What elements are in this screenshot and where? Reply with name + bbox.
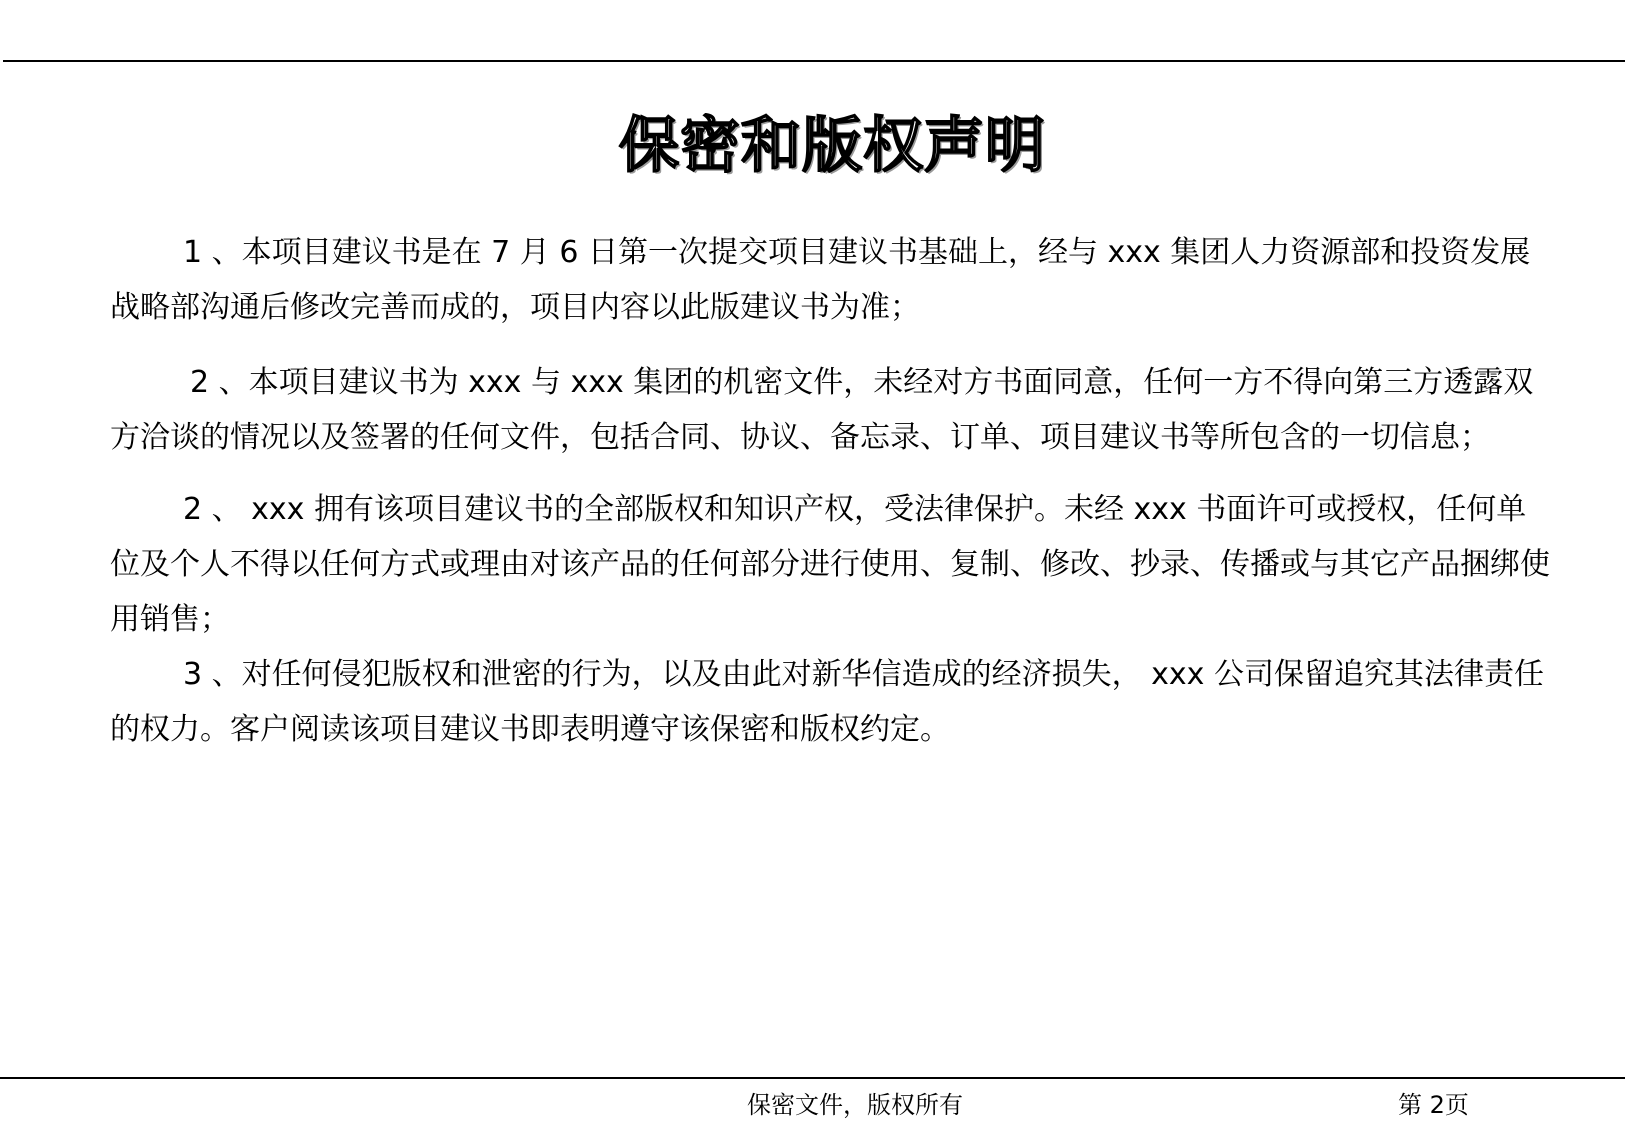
paragraph-2: 2 、本项目建议书为 xxx 与 xxx 集团的机密文件，未经对方书面同意，任何一方不得向第三方透露双方洽谈的情况以及签署的任何文件，包括合同、协议、备忘录、订单、项目建议书等所包含的一切信息；	[110, 365, 1534, 455]
paragraph-4: 3 、对任何侵犯版权和泄密的行为，以及由此对新华信造成的经济损失， xxx 公司保留追究其法律责任的权力。客户阅读该项目建议书即表明遵守该保密和版权约定。	[110, 657, 1544, 747]
header-rule	[3, 60, 1625, 62]
paragraph-1: 1 、本项目建议书是在 7 月 6 日第一次提交项目建议书基础上，经与 xxx 集团人力资源部和投资发展战略部沟通后修改完善而成的，项目内容以此版建议书为准；	[110, 235, 1531, 325]
footer-notice: 保密文件，版权所有	[747, 1091, 963, 1119]
page-number: 第 2页	[1398, 1091, 1469, 1119]
page-title: 保密和版权声明	[619, 111, 1046, 181]
paragraph-3: 2 、 xxx 拥有该项目建议书的全部版权和知识产权，受法律保护。未经 xxx 书面许可或授权，任何单位及个人不得以任何方式或理由对该产品的任何部分进行使用、复制、修改、抄录、传播或与其它产品捆绑使用销售；	[110, 492, 1550, 637]
footer-rule	[0, 1077, 1625, 1079]
document-body	[110, 225, 1550, 757]
